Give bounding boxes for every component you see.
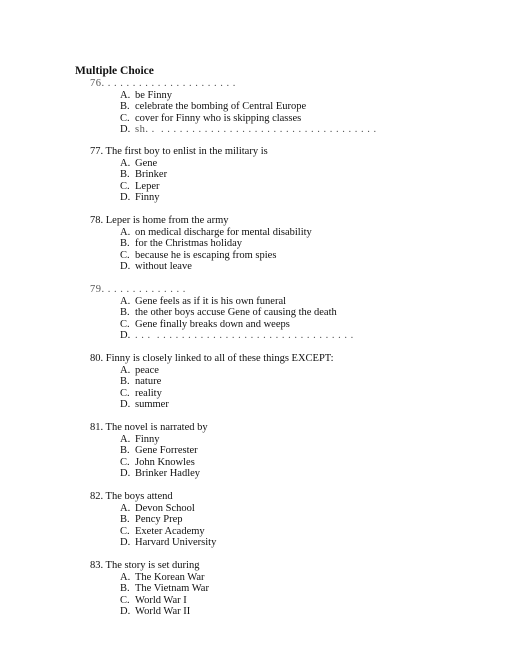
option-text: Harvard University bbox=[135, 537, 217, 548]
option-letter: D. bbox=[120, 399, 131, 410]
option-text: on medical discharge for mental disability bbox=[135, 226, 312, 238]
option-letter: A. bbox=[120, 502, 131, 514]
answer-options bbox=[90, 572, 209, 618]
option-d bbox=[90, 124, 377, 136]
option-b bbox=[90, 169, 268, 181]
answer-options bbox=[90, 227, 312, 273]
option-b bbox=[90, 238, 312, 250]
option-d bbox=[90, 399, 334, 411]
option-text: Pency Prep bbox=[135, 514, 183, 525]
option-d bbox=[90, 606, 209, 618]
question-stem: 76. . . . . . . . . . . . . . . . . . . . . . bbox=[90, 78, 236, 89]
option-text: because he is escaping from spies bbox=[135, 249, 277, 261]
option-letter: D. bbox=[120, 468, 131, 479]
option-letter: C. bbox=[120, 594, 130, 606]
option-letter: D. bbox=[120, 330, 131, 341]
option-c bbox=[90, 595, 209, 607]
option-letter: A. bbox=[120, 364, 131, 376]
option-letter: D. bbox=[120, 124, 131, 135]
option-c bbox=[90, 526, 216, 538]
option-text: reality bbox=[135, 387, 162, 399]
question-stem: 78. Leper is home from the army bbox=[90, 215, 229, 226]
question-81 bbox=[90, 422, 208, 480]
option-a bbox=[90, 296, 354, 308]
option-letter: C. bbox=[120, 180, 130, 192]
option-letter: B. bbox=[120, 376, 130, 387]
question-stem: 79. . . . . . . . . . . . . . bbox=[90, 284, 186, 295]
option-c bbox=[90, 250, 312, 262]
option-text: nature bbox=[135, 376, 162, 387]
option-text: Brinker Hadley bbox=[135, 468, 201, 479]
option-text: John Knowles bbox=[135, 456, 195, 468]
option-text: be Finny bbox=[135, 89, 173, 101]
question-stem: 81. The novel is narrated by bbox=[90, 422, 208, 433]
option-text: the other boys accuse Gene of causing the death bbox=[135, 307, 337, 318]
option-letter: D. bbox=[120, 192, 131, 203]
question-77 bbox=[90, 146, 268, 204]
option-letter: A. bbox=[120, 157, 131, 169]
answer-options bbox=[90, 434, 208, 480]
option-letter: B. bbox=[120, 307, 130, 318]
question-stem: 83. The story is set during bbox=[90, 560, 200, 571]
option-text: Gene feels as if it is his own funeral bbox=[135, 295, 287, 307]
option-text: Leper bbox=[135, 180, 160, 192]
option-letter: A. bbox=[120, 571, 131, 583]
question-stem: 80. Finny is closely linked to all of these things EXCEPT: bbox=[90, 353, 334, 364]
option-d bbox=[90, 537, 216, 549]
option-letter: C. bbox=[120, 249, 130, 261]
option-d bbox=[90, 261, 312, 273]
option-text: for the Christmas holiday bbox=[135, 238, 243, 249]
option-a bbox=[90, 434, 208, 446]
option-text: Brinker bbox=[135, 169, 168, 180]
option-letter: C. bbox=[120, 456, 130, 468]
question-83 bbox=[90, 560, 209, 618]
option-letter: B. bbox=[120, 514, 130, 525]
option-letter: C. bbox=[120, 112, 130, 124]
option-text: Gene bbox=[135, 157, 158, 169]
answer-options bbox=[90, 296, 354, 342]
option-letter: C. bbox=[120, 387, 130, 399]
option-text: peace bbox=[135, 364, 159, 376]
option-d bbox=[90, 192, 268, 204]
question-stem: 82. The boys attend bbox=[90, 491, 173, 502]
question-76 bbox=[90, 78, 377, 136]
option-c bbox=[90, 181, 268, 193]
answer-options bbox=[90, 365, 334, 411]
option-text: The Vietnam War bbox=[135, 583, 209, 594]
option-text: World War II bbox=[135, 606, 191, 617]
option-d bbox=[90, 468, 208, 480]
option-c bbox=[90, 113, 377, 125]
option-b bbox=[90, 376, 334, 388]
question-79 bbox=[90, 284, 354, 342]
option-a bbox=[90, 90, 377, 102]
option-letter: B. bbox=[120, 238, 130, 249]
option-a bbox=[90, 227, 312, 239]
option-d bbox=[90, 330, 354, 342]
option-text: cover for Finny who is skipping classes bbox=[135, 112, 302, 124]
option-text: sh. . . . . . . . . . . . . . . . . . . . . . . . . . . . . . . . . . . . . bbox=[135, 124, 377, 135]
option-text: The Korean War bbox=[135, 571, 205, 583]
option-b bbox=[90, 583, 209, 595]
option-c bbox=[90, 388, 334, 400]
option-letter: C. bbox=[120, 318, 130, 330]
option-letter: D. bbox=[120, 606, 131, 617]
option-c bbox=[90, 319, 354, 331]
option-b bbox=[90, 101, 377, 113]
answer-options bbox=[90, 503, 216, 549]
question-82 bbox=[90, 491, 216, 549]
option-letter: A. bbox=[120, 89, 131, 101]
option-b bbox=[90, 445, 208, 457]
question-78 bbox=[90, 215, 312, 273]
option-text: without leave bbox=[135, 261, 192, 272]
option-letter: A. bbox=[120, 295, 131, 307]
option-letter: B. bbox=[120, 101, 130, 112]
option-text: Devon School bbox=[135, 502, 195, 514]
option-b bbox=[90, 514, 216, 526]
option-text: summer bbox=[135, 399, 169, 410]
option-text: celebrate the bombing of Central Europe bbox=[135, 101, 307, 112]
question-stem: 77. The first boy to enlist in the military is bbox=[90, 146, 268, 157]
option-letter: B. bbox=[120, 169, 130, 180]
option-letter: B. bbox=[120, 583, 130, 594]
option-letter: C. bbox=[120, 525, 130, 537]
question-80 bbox=[90, 353, 334, 411]
option-c bbox=[90, 457, 208, 469]
option-text: World War I bbox=[135, 594, 187, 606]
option-letter: A. bbox=[120, 433, 131, 445]
option-a bbox=[90, 503, 216, 515]
section-heading: Multiple Choice bbox=[75, 65, 154, 77]
option-letter: B. bbox=[120, 445, 130, 456]
option-text: Finny bbox=[135, 192, 160, 203]
option-letter: D. bbox=[120, 537, 131, 548]
option-a bbox=[90, 572, 209, 584]
option-b bbox=[90, 307, 354, 319]
option-text: Finny bbox=[135, 433, 160, 445]
answer-options bbox=[90, 90, 377, 136]
option-letter: A. bbox=[120, 226, 131, 238]
option-text: Gene Forrester bbox=[135, 445, 198, 456]
option-a bbox=[90, 365, 334, 377]
option-text: Exeter Academy bbox=[135, 525, 205, 537]
answer-options bbox=[90, 158, 268, 204]
option-letter: D. bbox=[120, 261, 131, 272]
option-text: Gene finally breaks down and weeps bbox=[135, 318, 290, 330]
option-text: . . . . . . . . . . . . . . . . . . . . . . . . . . . . . . . . . . . bbox=[135, 330, 354, 341]
option-a bbox=[90, 158, 268, 170]
